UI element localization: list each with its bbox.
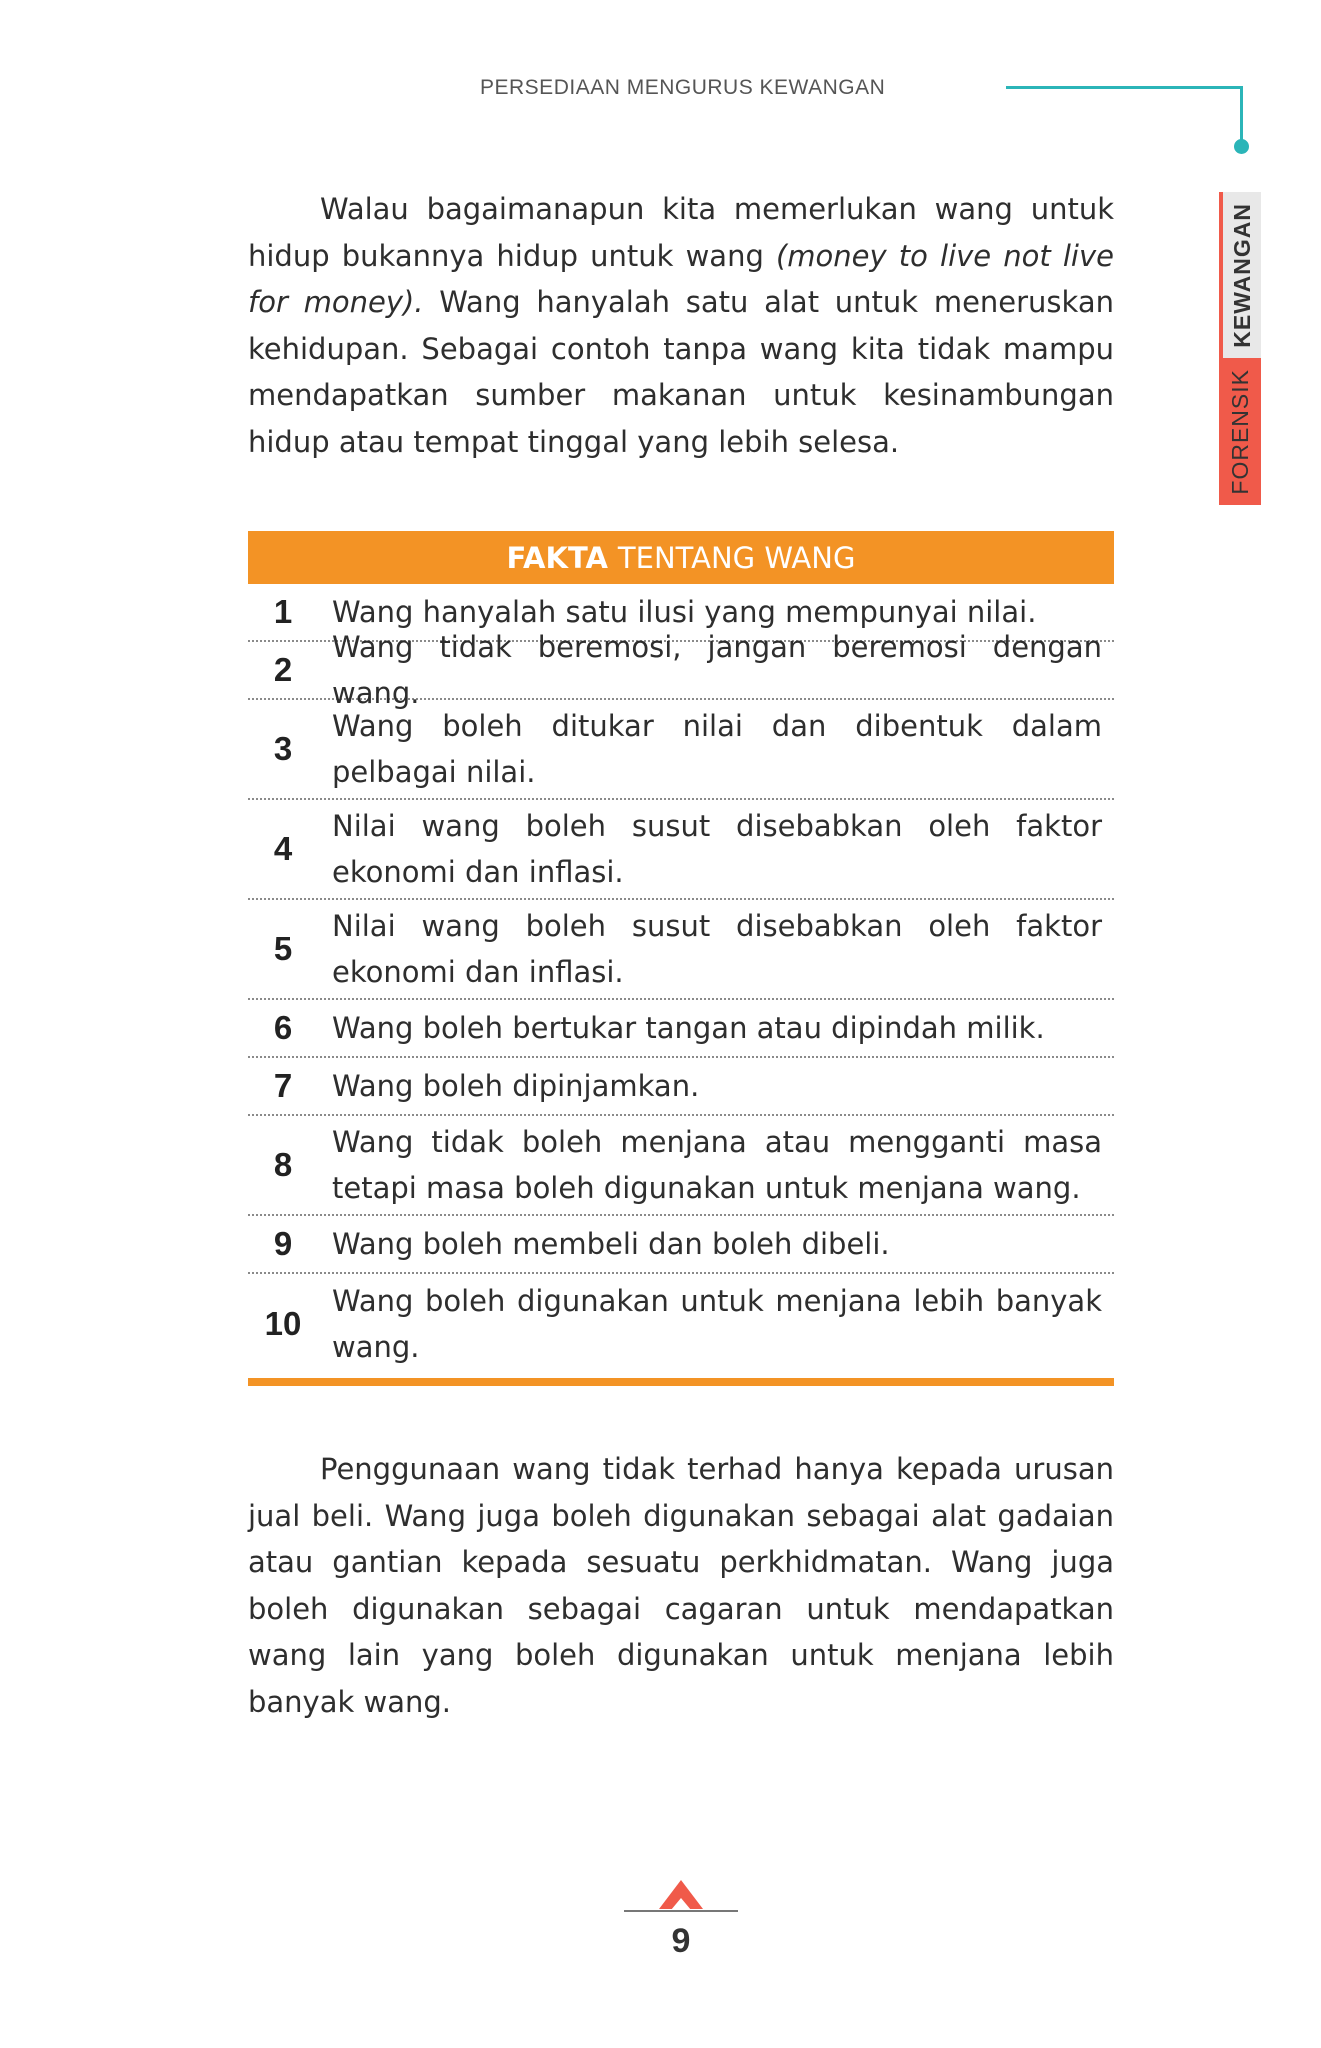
footer-rule	[624, 1910, 738, 1912]
fact-row	[248, 1216, 1114, 1274]
fact-number: 4	[273, 830, 293, 867]
fact-row	[248, 700, 1114, 800]
fact-text: Wang hanyalah satu ilusi yang mempunyai nilai.	[332, 595, 1037, 629]
fact-number: 8	[273, 1146, 293, 1183]
fact-row	[248, 1058, 1114, 1116]
fact-table	[248, 531, 1114, 1386]
fact-table-bottom-rule	[248, 1378, 1114, 1386]
fact-text: Wang boleh digunakan untuk menjana lebih banyak wang.	[332, 1284, 1102, 1364]
fact-row	[248, 800, 1114, 900]
fact-table-title-bold: FAKTA	[506, 540, 608, 575]
corner-dot	[1234, 139, 1249, 154]
chapter-side-tab	[1219, 192, 1261, 505]
fact-row	[248, 900, 1114, 1000]
fact-text: Wang tidak beremosi, jangan beremosi dengan wang.	[332, 630, 1102, 710]
fact-number: 1	[273, 593, 293, 630]
side-tab-label-kewangan: KEWANGAN	[1228, 202, 1255, 348]
fact-number: 3	[273, 730, 293, 767]
fact-number: 9	[273, 1225, 293, 1262]
fact-number: 10	[264, 1305, 302, 1342]
side-tab-top	[1219, 192, 1261, 358]
fact-row	[248, 630, 1114, 710]
fact-number: 5	[273, 930, 293, 967]
fact-text: Wang boleh bertukar tangan atau dipindah milik.	[332, 1011, 1045, 1045]
closing-text: Penggunaan wang tidak terhad hanya kepada urusan jual beli. Wang juga boleh digunakan sebagai alat gadaian atau gantian kepada sesuatu perkhidmatan. Wang juga boleh digunakan sebagai cagaran untuk mendapatkan wang lain yang boleh digunakan untuk menjana lebih banyak wang.	[248, 1452, 1114, 1719]
fact-number: 6	[273, 1009, 293, 1046]
page-number: 9	[671, 1922, 691, 1960]
fact-text: Wang boleh ditukar nilai dan dibentuk dalam pelbagai nilai.	[332, 709, 1102, 789]
fact-text: Wang boleh membeli dan boleh dibeli.	[332, 1227, 890, 1261]
fact-text: Nilai wang boleh susut disebabkan oleh faktor ekonomi dan inflasi.	[332, 909, 1102, 989]
intro-paragraph	[248, 186, 1114, 465]
fact-text: Wang tidak boleh menjana atau mengganti masa tetapi masa boleh digunakan untuk menjana wang.	[332, 1125, 1102, 1205]
fact-table-header	[248, 531, 1114, 584]
fact-text: Wang boleh dipinjamkan.	[332, 1069, 700, 1103]
fact-number: 7	[273, 1067, 293, 1104]
corner-rule-horizontal	[1006, 86, 1242, 89]
fact-table-title-rest: TENTANG WANG	[617, 540, 856, 575]
fact-row	[248, 1116, 1114, 1216]
intro-italic-phrase: (money to live not live for money).	[248, 238, 1114, 319]
fact-row	[248, 1000, 1114, 1058]
side-tab-label-forensik: FORENSIK	[1226, 368, 1253, 495]
footer-triangle-inner	[671, 1898, 691, 1910]
running-head: PERSEDIAAN MENGURUS KEWANGAN	[480, 76, 886, 99]
intro-text-end: Wang hanyalah satu alat untuk meneruskan kehidupan. Sebagai contoh tanpa wang kita tidak mampu mendapatkan sumber makanan untuk kesinambungan hidup atau tempat tinggal yang lebih selesa.	[248, 285, 1114, 459]
fact-number: 2	[273, 651, 293, 688]
closing-paragraph	[248, 1446, 1114, 1725]
corner-rule-vertical	[1240, 86, 1243, 142]
fact-row	[248, 1274, 1114, 1374]
fact-text: Nilai wang boleh susut disebabkan oleh faktor ekonomi dan inflasi.	[332, 809, 1102, 889]
intro-text-start: Walau bagaimanapun kita memerlukan wang untuk hidup bukannya hidup untuk wang	[248, 192, 1114, 273]
side-tab-bottom	[1219, 358, 1261, 505]
